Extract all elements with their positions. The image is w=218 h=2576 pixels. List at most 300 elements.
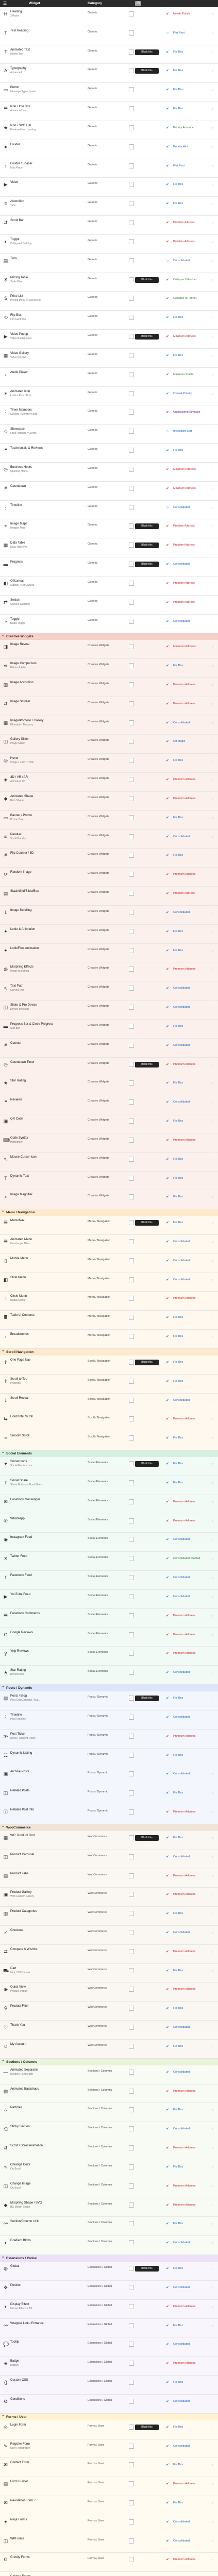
widget-row[interactable] bbox=[0, 1926, 218, 1945]
select-checkbox[interactable] bbox=[129, 562, 134, 567]
select-checkbox[interactable] bbox=[129, 2126, 134, 2131]
section-header[interactable] bbox=[0, 1450, 218, 1457]
chevron-right-icon[interactable]: › bbox=[212, 1259, 213, 1263]
select-checkbox[interactable] bbox=[129, 2519, 134, 2524]
chevron-right-icon[interactable]: › bbox=[212, 702, 213, 706]
select-checkbox[interactable] bbox=[129, 1118, 134, 1124]
block-tag[interactable]: Block this bbox=[135, 1696, 159, 1701]
chevron-right-icon[interactable]: › bbox=[212, 2520, 213, 2524]
section-header[interactable] bbox=[0, 2255, 218, 2262]
select-checkbox[interactable] bbox=[129, 1157, 134, 1162]
widget-row[interactable] bbox=[0, 754, 218, 773]
widget-row[interactable] bbox=[0, 1292, 218, 1311]
chevron-right-icon[interactable]: › bbox=[212, 222, 213, 225]
select-checkbox[interactable] bbox=[129, 1062, 134, 1067]
select-checkbox[interactable] bbox=[129, 2107, 134, 2112]
select-checkbox[interactable] bbox=[129, 663, 134, 668]
widget-row[interactable] bbox=[0, 1355, 218, 1375]
widget-row[interactable] bbox=[0, 1190, 218, 1209]
select-checkbox[interactable] bbox=[129, 891, 134, 896]
chevron-right-icon[interactable]: › bbox=[212, 582, 213, 585]
chevron-right-icon[interactable]: › bbox=[212, 1697, 213, 1701]
widget-row[interactable] bbox=[0, 1850, 218, 1869]
select-checkbox[interactable] bbox=[129, 853, 134, 858]
widget-row[interactable] bbox=[0, 678, 218, 697]
chevron-right-icon[interactable]: › bbox=[212, 2324, 213, 2328]
select-checkbox[interactable] bbox=[129, 1518, 134, 1523]
select-checkbox[interactable] bbox=[129, 11, 134, 16]
chevron-right-icon[interactable]: › bbox=[212, 1463, 213, 1466]
chevron-right-icon[interactable]: › bbox=[212, 2362, 213, 2366]
widget-row[interactable] bbox=[0, 2553, 218, 2572]
widget-row[interactable] bbox=[0, 1412, 218, 1431]
widget-row[interactable] bbox=[0, 349, 218, 368]
block-tag[interactable]: Block this bbox=[135, 1461, 159, 1467]
widget-row[interactable] bbox=[0, 811, 218, 830]
select-checkbox[interactable] bbox=[129, 2304, 134, 2309]
widget-row[interactable] bbox=[0, 2141, 218, 2160]
chevron-right-icon[interactable]: › bbox=[212, 665, 213, 668]
chevron-right-icon[interactable]: › bbox=[212, 2090, 213, 2093]
select-checkbox[interactable] bbox=[129, 1670, 134, 1675]
select-checkbox[interactable] bbox=[129, 2444, 134, 2449]
select-checkbox[interactable] bbox=[129, 1334, 134, 1339]
chevron-right-icon[interactable]: › bbox=[212, 835, 213, 839]
select-checkbox[interactable] bbox=[129, 986, 134, 991]
widget-row[interactable] bbox=[0, 1628, 218, 1647]
section-header[interactable] bbox=[0, 1824, 218, 1831]
select-checkbox[interactable] bbox=[129, 720, 134, 725]
widget-row[interactable] bbox=[0, 1153, 218, 1172]
widget-row[interactable] bbox=[0, 1691, 218, 1710]
widget-row[interactable] bbox=[0, 773, 218, 792]
chevron-right-icon[interactable]: › bbox=[212, 1082, 213, 1086]
chevron-right-icon[interactable]: › bbox=[212, 1481, 213, 1485]
section-header[interactable] bbox=[0, 2414, 218, 2420]
chevron-right-icon[interactable]: › bbox=[212, 2147, 213, 2150]
widget-row[interactable] bbox=[0, 2376, 218, 2395]
widget-row[interactable] bbox=[0, 2160, 218, 2179]
widget-row[interactable] bbox=[0, 254, 218, 273]
select-checkbox[interactable] bbox=[129, 682, 134, 687]
select-checkbox[interactable] bbox=[129, 1734, 134, 1739]
chevron-right-icon[interactable]: › bbox=[212, 797, 213, 801]
chevron-right-icon[interactable]: › bbox=[212, 1361, 213, 1364]
collapse-chevron-icon[interactable]: ⌃ bbox=[2, 1452, 5, 1456]
select-checkbox[interactable] bbox=[129, 1968, 134, 1973]
widget-row[interactable] bbox=[0, 2458, 218, 2477]
chevron-right-icon[interactable]: › bbox=[212, 2267, 213, 2271]
select-checkbox[interactable] bbox=[129, 486, 134, 491]
widget-row[interactable] bbox=[0, 330, 218, 349]
block-tag[interactable]: Block this bbox=[135, 1220, 159, 1226]
widget-row[interactable] bbox=[0, 1749, 218, 1768]
widget-row[interactable] bbox=[0, 615, 218, 634]
select-checkbox[interactable] bbox=[129, 523, 134, 529]
widget-row[interactable] bbox=[0, 7, 218, 26]
chevron-right-icon[interactable]: › bbox=[212, 930, 213, 934]
chevron-right-icon[interactable]: › bbox=[212, 873, 213, 877]
widget-row[interactable] bbox=[0, 501, 218, 520]
chevron-right-icon[interactable]: › bbox=[212, 70, 213, 73]
block-tag[interactable]: Block this bbox=[135, 49, 159, 55]
widget-row[interactable] bbox=[0, 1730, 218, 1749]
select-checkbox[interactable] bbox=[129, 2240, 134, 2245]
column-header-category[interactable]: Category bbox=[88, 2, 103, 5]
select-checkbox[interactable] bbox=[129, 239, 134, 244]
widget-row[interactable] bbox=[0, 2337, 218, 2357]
chevron-right-icon[interactable]: › bbox=[212, 1754, 213, 1757]
select-checkbox[interactable] bbox=[129, 1930, 134, 1935]
widget-row[interactable] bbox=[0, 1869, 218, 1888]
select-checkbox[interactable] bbox=[129, 967, 134, 972]
chevron-right-icon[interactable]: › bbox=[212, 297, 213, 301]
widget-row[interactable] bbox=[0, 2395, 218, 2414]
select-checkbox[interactable] bbox=[129, 2557, 134, 2562]
select-checkbox[interactable] bbox=[129, 201, 134, 206]
chevron-right-icon[interactable]: › bbox=[212, 987, 213, 991]
select-checkbox[interactable] bbox=[129, 1099, 134, 1105]
widget-row[interactable] bbox=[0, 1476, 218, 1495]
chevron-right-icon[interactable]: › bbox=[212, 1811, 213, 1815]
select-checkbox[interactable] bbox=[129, 1613, 134, 1618]
widget-row[interactable] bbox=[0, 1172, 218, 1191]
select-checkbox[interactable] bbox=[129, 68, 134, 73]
widget-row[interactable] bbox=[0, 1831, 218, 1850]
chevron-right-icon[interactable]: › bbox=[212, 430, 213, 434]
widget-row[interactable] bbox=[0, 1805, 218, 1824]
widget-row[interactable] bbox=[0, 1945, 218, 1964]
block-tag[interactable]: Block this bbox=[135, 277, 159, 283]
widget-row[interactable] bbox=[0, 159, 218, 178]
select-checkbox[interactable] bbox=[129, 2462, 134, 2467]
chevron-right-icon[interactable]: › bbox=[212, 1399, 213, 1402]
chevron-right-icon[interactable]: › bbox=[212, 89, 213, 92]
select-checkbox[interactable] bbox=[129, 2425, 134, 2430]
select-checkbox[interactable] bbox=[129, 448, 134, 453]
widget-row[interactable] bbox=[0, 178, 218, 197]
chevron-right-icon[interactable]: › bbox=[212, 1538, 213, 1542]
select-checkbox[interactable] bbox=[129, 1892, 134, 1897]
chevron-right-icon[interactable]: › bbox=[212, 1025, 213, 1028]
chevron-right-icon[interactable]: › bbox=[212, 2071, 213, 2074]
widget-row[interactable] bbox=[0, 121, 218, 140]
chevron-right-icon[interactable]: › bbox=[212, 601, 213, 604]
chevron-right-icon[interactable]: › bbox=[212, 2242, 213, 2245]
chevron-right-icon[interactable]: › bbox=[212, 1437, 213, 1440]
select-checkbox[interactable] bbox=[129, 2481, 134, 2486]
widget-row[interactable] bbox=[0, 26, 218, 45]
widget-row[interactable] bbox=[0, 538, 218, 557]
widget-row[interactable] bbox=[0, 1095, 218, 1114]
block-tag[interactable]: Block this bbox=[135, 1062, 159, 1067]
section-header[interactable] bbox=[0, 1209, 218, 1216]
widget-row[interactable] bbox=[0, 735, 218, 754]
chevron-right-icon[interactable]: › bbox=[212, 1196, 213, 1199]
select-checkbox[interactable] bbox=[129, 1005, 134, 1010]
select-checkbox[interactable] bbox=[129, 1416, 134, 1421]
chevron-right-icon[interactable]: › bbox=[212, 1988, 213, 1992]
select-checkbox[interactable] bbox=[129, 739, 134, 744]
widget-row[interactable] bbox=[0, 83, 218, 102]
chevron-right-icon[interactable]: › bbox=[212, 411, 213, 415]
chevron-right-icon[interactable]: › bbox=[212, 1931, 213, 1935]
select-checkbox[interactable] bbox=[129, 315, 134, 320]
widget-row[interactable] bbox=[0, 2420, 218, 2439]
select-checkbox[interactable] bbox=[129, 2183, 134, 2189]
chevron-right-icon[interactable]: › bbox=[212, 1139, 213, 1142]
widget-row[interactable] bbox=[0, 1058, 218, 1077]
select-checkbox[interactable] bbox=[129, 372, 134, 377]
widget-row[interactable] bbox=[0, 2300, 218, 2319]
section-header[interactable] bbox=[0, 2059, 218, 2065]
widget-row[interactable] bbox=[0, 716, 218, 735]
chevron-right-icon[interactable]: › bbox=[212, 1912, 213, 1916]
widget-row[interactable] bbox=[0, 368, 218, 387]
chevron-right-icon[interactable]: › bbox=[212, 316, 213, 320]
chevron-right-icon[interactable]: › bbox=[212, 1177, 213, 1180]
select-checkbox[interactable] bbox=[129, 2361, 134, 2366]
widget-row[interactable] bbox=[0, 981, 218, 1001]
widget-row[interactable] bbox=[0, 1216, 218, 1235]
collapse-chevron-icon[interactable]: ⌃ bbox=[2, 1825, 5, 1829]
select-checkbox[interactable] bbox=[129, 1277, 134, 1282]
select-checkbox[interactable] bbox=[129, 2164, 134, 2170]
chevron-right-icon[interactable]: › bbox=[212, 2045, 213, 2048]
select-checkbox[interactable] bbox=[129, 296, 134, 301]
widget-row[interactable] bbox=[0, 1647, 218, 1666]
block-tag[interactable]: Block this bbox=[135, 562, 159, 567]
widget-row[interactable] bbox=[0, 292, 218, 311]
chevron-right-icon[interactable]: › bbox=[212, 164, 213, 168]
chevron-right-icon[interactable]: › bbox=[212, 31, 213, 35]
widget-row[interactable] bbox=[0, 1375, 218, 1394]
chevron-right-icon[interactable]: › bbox=[212, 1063, 213, 1066]
widget-row[interactable] bbox=[0, 1786, 218, 1805]
select-checkbox[interactable] bbox=[129, 1176, 134, 1181]
widget-row[interactable] bbox=[0, 1457, 218, 1476]
widget-row[interactable] bbox=[0, 2439, 218, 2459]
widget-row[interactable] bbox=[0, 577, 218, 596]
select-checkbox[interactable] bbox=[129, 1594, 134, 1599]
select-checkbox[interactable] bbox=[129, 910, 134, 915]
collapse-chevron-icon[interactable]: ⌃ bbox=[2, 2060, 5, 2064]
chevron-right-icon[interactable]: › bbox=[212, 1792, 213, 1795]
chevron-right-icon[interactable]: › bbox=[212, 2109, 213, 2112]
widget-row[interactable] bbox=[0, 1039, 218, 1058]
select-checkbox[interactable] bbox=[129, 1398, 134, 1403]
select-checkbox[interactable] bbox=[129, 1771, 134, 1776]
select-checkbox[interactable] bbox=[129, 948, 134, 953]
chevron-right-icon[interactable]: › bbox=[212, 2558, 213, 2562]
widget-row[interactable] bbox=[0, 2281, 218, 2300]
select-checkbox[interactable] bbox=[129, 30, 134, 36]
select-checkbox[interactable] bbox=[129, 2202, 134, 2208]
widget-row[interactable] bbox=[0, 1254, 218, 1273]
select-checkbox[interactable] bbox=[129, 1461, 134, 1466]
widget-row[interactable] bbox=[0, 830, 218, 849]
chevron-right-icon[interactable]: › bbox=[212, 2184, 213, 2188]
chevron-right-icon[interactable]: › bbox=[212, 1519, 213, 1523]
chevron-right-icon[interactable]: › bbox=[212, 620, 213, 623]
widget-row[interactable] bbox=[0, 2319, 218, 2338]
chevron-right-icon[interactable]: › bbox=[212, 1380, 213, 1383]
select-checkbox[interactable] bbox=[129, 2044, 134, 2049]
widget-row[interactable] bbox=[0, 2021, 218, 2040]
widget-row[interactable] bbox=[0, 2122, 218, 2141]
block-tag[interactable]: Block this bbox=[135, 2425, 159, 2430]
widget-row[interactable] bbox=[0, 311, 218, 330]
widget-row[interactable] bbox=[0, 1533, 218, 1552]
widget-row[interactable] bbox=[0, 2262, 218, 2281]
chevron-right-icon[interactable]: › bbox=[212, 506, 213, 510]
select-checkbox[interactable] bbox=[129, 619, 134, 624]
select-checkbox[interactable] bbox=[129, 2285, 134, 2290]
select-checkbox[interactable] bbox=[129, 758, 134, 763]
chevron-right-icon[interactable]: › bbox=[212, 126, 213, 130]
chevron-right-icon[interactable]: › bbox=[212, 278, 213, 282]
widget-row[interactable] bbox=[0, 1114, 218, 1133]
widget-row[interactable] bbox=[0, 697, 218, 716]
chevron-right-icon[interactable]: › bbox=[212, 1874, 213, 1878]
chevron-right-icon[interactable]: › bbox=[212, 1101, 213, 1105]
widget-row[interactable] bbox=[0, 887, 218, 906]
select-checkbox[interactable] bbox=[129, 1138, 134, 1143]
chevron-right-icon[interactable]: › bbox=[212, 2539, 213, 2543]
widget-row[interactable] bbox=[0, 1514, 218, 1533]
block-tag[interactable]: Block this bbox=[135, 334, 159, 340]
widget-row[interactable] bbox=[0, 140, 218, 159]
widget-row[interactable] bbox=[0, 906, 218, 925]
widget-row[interactable] bbox=[0, 2217, 218, 2236]
select-checkbox[interactable] bbox=[129, 1239, 134, 1244]
chevron-right-icon[interactable]: › bbox=[212, 1278, 213, 1282]
widget-row[interactable] bbox=[0, 1571, 218, 1590]
widget-row[interactable] bbox=[0, 792, 218, 811]
chevron-right-icon[interactable]: › bbox=[212, 487, 213, 490]
block-tag[interactable]: Block this bbox=[135, 543, 159, 548]
widget-row[interactable] bbox=[0, 1394, 218, 1413]
section-header[interactable] bbox=[0, 1685, 218, 1691]
chevron-right-icon[interactable]: › bbox=[212, 1557, 213, 1561]
widget-row[interactable] bbox=[0, 425, 218, 444]
widget-row[interactable] bbox=[0, 2179, 218, 2198]
select-checkbox[interactable] bbox=[129, 391, 134, 396]
chevron-right-icon[interactable]: › bbox=[212, 1158, 213, 1161]
select-checkbox[interactable] bbox=[129, 929, 134, 934]
select-checkbox[interactable] bbox=[129, 2025, 134, 2030]
chevron-right-icon[interactable]: › bbox=[212, 1335, 213, 1339]
select-checkbox[interactable] bbox=[129, 2145, 134, 2150]
chevron-right-icon[interactable]: › bbox=[212, 373, 213, 377]
select-checkbox[interactable] bbox=[129, 144, 134, 149]
select-checkbox[interactable] bbox=[129, 1987, 134, 1992]
select-checkbox[interactable] bbox=[129, 2070, 134, 2075]
select-checkbox[interactable] bbox=[129, 2538, 134, 2544]
widget-row[interactable] bbox=[0, 2515, 218, 2534]
widget-row[interactable] bbox=[0, 1273, 218, 1292]
widget-row[interactable] bbox=[0, 444, 218, 463]
block-tag[interactable]: Block this bbox=[135, 1360, 159, 1365]
select-checkbox[interactable] bbox=[129, 163, 134, 168]
widget-row[interactable] bbox=[0, 1767, 218, 1786]
widget-row[interactable] bbox=[0, 849, 218, 868]
chevron-right-icon[interactable]: › bbox=[212, 1595, 213, 1599]
chevron-right-icon[interactable]: › bbox=[212, 183, 213, 187]
widget-row[interactable] bbox=[0, 482, 218, 501]
select-checkbox[interactable] bbox=[129, 125, 134, 130]
chevron-right-icon[interactable]: › bbox=[212, 1500, 213, 1504]
widget-row[interactable] bbox=[0, 235, 218, 254]
select-checkbox[interactable] bbox=[129, 1379, 134, 1384]
widget-row[interactable] bbox=[0, 519, 218, 538]
widget-row[interactable] bbox=[0, 1020, 218, 1039]
select-checkbox[interactable] bbox=[129, 1537, 134, 1542]
widget-row[interactable] bbox=[0, 557, 218, 577]
widget-row[interactable] bbox=[0, 216, 218, 235]
chevron-right-icon[interactable]: › bbox=[212, 2204, 213, 2207]
chevron-right-icon[interactable]: › bbox=[212, 1855, 213, 1859]
select-checkbox[interactable] bbox=[129, 1556, 134, 1561]
widget-row[interactable] bbox=[0, 463, 218, 482]
select-checkbox[interactable] bbox=[129, 1435, 134, 1440]
select-checkbox[interactable] bbox=[129, 1696, 134, 1701]
select-checkbox[interactable] bbox=[129, 220, 134, 225]
select-checkbox[interactable] bbox=[129, 353, 134, 358]
chevron-right-icon[interactable]: › bbox=[212, 892, 213, 896]
widget-row[interactable] bbox=[0, 273, 218, 292]
select-checkbox[interactable] bbox=[129, 1949, 134, 1954]
chevron-right-icon[interactable]: › bbox=[212, 1633, 213, 1637]
select-checkbox[interactable] bbox=[129, 2380, 134, 2385]
widget-row[interactable] bbox=[0, 2002, 218, 2021]
chevron-right-icon[interactable]: › bbox=[212, 968, 213, 972]
select-checkbox[interactable] bbox=[129, 87, 134, 92]
select-checkbox[interactable] bbox=[129, 1809, 134, 1815]
chevron-right-icon[interactable]: › bbox=[212, 354, 213, 358]
chevron-right-icon[interactable]: › bbox=[212, 816, 213, 820]
select-checkbox[interactable] bbox=[129, 1296, 134, 1301]
widget-row[interactable] bbox=[0, 962, 218, 981]
chevron-right-icon[interactable]: › bbox=[212, 449, 213, 453]
widget-row[interactable] bbox=[0, 925, 218, 944]
chevron-right-icon[interactable]: › bbox=[212, 2223, 213, 2226]
widget-row[interactable] bbox=[0, 1907, 218, 1926]
widget-row[interactable] bbox=[0, 1590, 218, 1609]
collapse-chevron-icon[interactable]: ⌃ bbox=[2, 2257, 5, 2261]
select-checkbox[interactable] bbox=[129, 1480, 134, 1485]
widget-row[interactable] bbox=[0, 868, 218, 887]
select-checkbox[interactable] bbox=[129, 182, 134, 187]
select-checkbox[interactable] bbox=[129, 2089, 134, 2094]
select-checkbox[interactable] bbox=[129, 334, 134, 339]
chevron-right-icon[interactable]: › bbox=[212, 1716, 213, 1719]
collapse-chevron-icon[interactable]: ⌃ bbox=[2, 1350, 5, 1354]
select-checkbox[interactable] bbox=[129, 2323, 134, 2328]
chevron-right-icon[interactable]: › bbox=[212, 2483, 213, 2486]
collapse-chevron-icon[interactable]: ⌃ bbox=[2, 1211, 5, 1215]
chevron-right-icon[interactable]: › bbox=[212, 683, 213, 687]
widget-row[interactable] bbox=[0, 944, 218, 963]
block-tag[interactable]: Block this bbox=[135, 523, 159, 529]
block-tag[interactable]: Block this bbox=[135, 68, 159, 74]
select-checkbox[interactable] bbox=[129, 49, 134, 55]
widget-row[interactable] bbox=[0, 2103, 218, 2122]
widget-row[interactable] bbox=[0, 2084, 218, 2104]
chevron-right-icon[interactable]: › bbox=[212, 854, 213, 858]
select-checkbox[interactable] bbox=[129, 1790, 134, 1795]
chevron-right-icon[interactable]: › bbox=[212, 1044, 213, 1047]
